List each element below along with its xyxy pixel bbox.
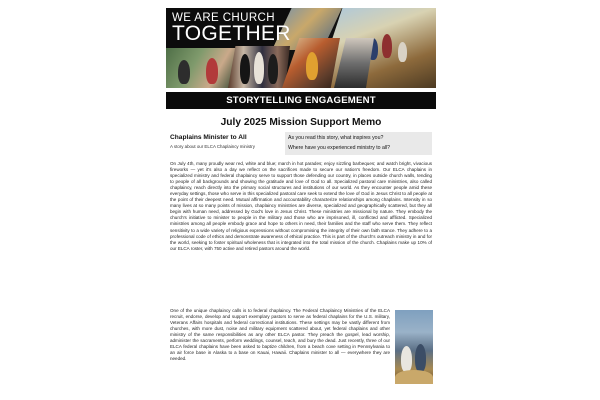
- reflection-question: Where have you experienced ministry to all?: [288, 145, 391, 151]
- body-paragraph: On July 4th, many proudly wear red, white and blue; march in hot parades; enjoy sizzling barbeques; and watch bright, vivacious fireworks — yet it's also a day we reflect on the sacrifices made to secure our nation's freedom. Our ELCA chaplains in specialized ministry and federal chaplaincy serve to support those defending our country, in places outside church walls, tending to people of all backgrounds and showing the gratitude and love of God to all. Specialized pastoral care ministries, also called chaplaincy, reach directly into the primary social structures and institutions of our world. As they encounter people amid these everyday settings, those who serve in this specialized pastoral care seek to extend the love of God in Jesus Christ to all people at the point of their deepest need. Mutual affirmation and accountability characterize relationships among chaplains. Intensity in so many lives at so many points of mission, chaplaincy ministries are diverse, specialized and geographically scattered, but they all begin with human need, addressed by God's love in Jesus Christ. These ministries are missional by nature. They embody the church's initiative to minister to people in the military and those who are imprisoned, ill, conflicted and afflicted. Specialized ministries among all people embody grace and hope to others in need, their families and the staff who serve them. They reflect sensitivity to a wide variety of religious expressions without compromising the integrity of their own faith stance. They adhere to a professional code of ethics and demonstrate awareness of ethical practice. This is part of the church's outreach ministry in and for the world, seeking to foster spiritual wholeness that is integrated into the total mission of the church. Chaplains make up 10% of our ELCA roster, with 750 active and retired pastors around the world.: [170, 161, 432, 251]
- banner-photo-people: [166, 48, 236, 88]
- banner-photo-clergy: [228, 46, 290, 88]
- reflection-questions-box: [285, 132, 432, 155]
- body-paragraph: One of the unique chaplaincy calls is to federal chaplaincy. The Federal Chaplaincy Ministries of the ELCA recruit, endorse, develop and support exemplary pastors to serve as federal chaplains for the U.S. military, Veterans Affairs hospitals and federal correctional institutions. These settings may be vastly different from churches, with more dust, noise and military equipment scattered about, yet federal chaplains and other ministry of the same responsibilities as any other ELCA pastor. They preach the gospel, lead worship, administer the sacraments, perform weddings, counsel, teach, and bury the dead. Just recently, three of our ELCA federal chaplains have been asked to baptize children, from a beach cove setting in Pennsylvania to an air force base in Alaska to a base on Kauai, Hawaii. Chaplains minister to all — everywhere they are needed.: [170, 308, 390, 362]
- memo-page: [166, 0, 436, 400]
- header-banner: [166, 8, 436, 88]
- article-title: Chaplains Minister to All: [170, 134, 247, 141]
- section-bar: STORYTELLING ENGAGEMENT: [166, 92, 436, 109]
- chaplain-photo: [395, 310, 433, 384]
- banner-title-line1: WE ARE CHURCH: [172, 12, 275, 24]
- memo-title: July 2025 Mission Support Memo: [220, 117, 382, 128]
- banner-title-line2: TOGETHER: [172, 22, 291, 45]
- article-subtitle: A story about our ELCA Chaplaincy ministry: [170, 144, 255, 149]
- reflection-question: As you read this story, what inspires you?: [288, 135, 384, 141]
